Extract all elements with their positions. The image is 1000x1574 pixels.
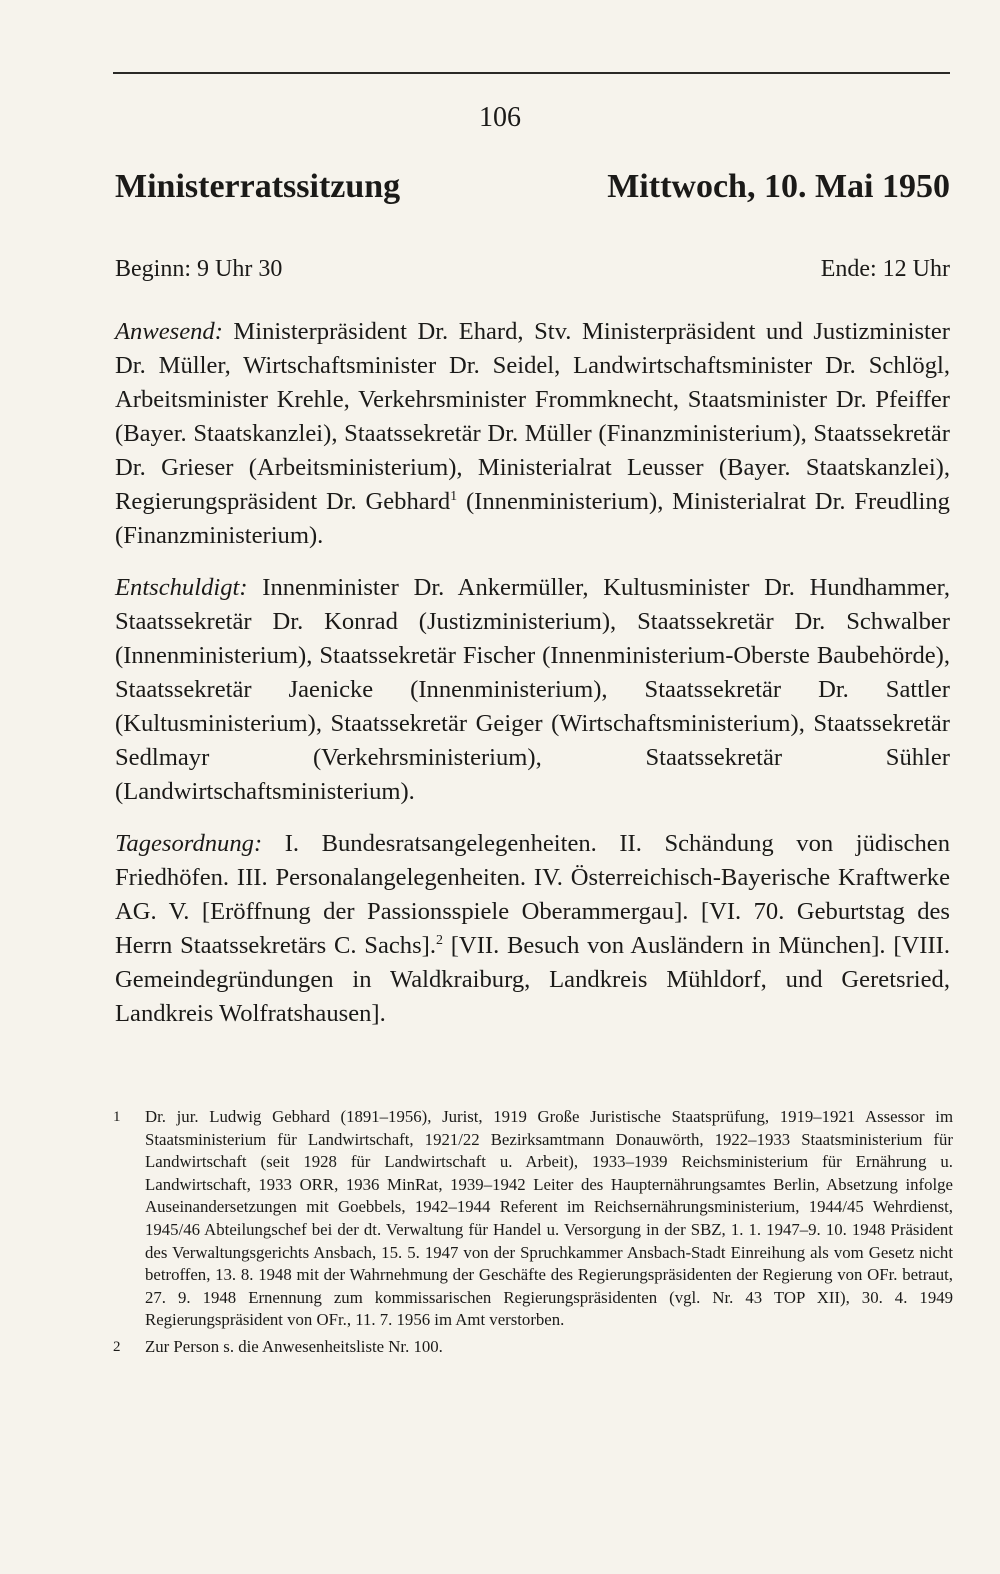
attendees-text-a: Ministerpräsident Dr. Ehard, Stv. Ministerpräsident und Justizminister Dr. Müller, Wirtschaftsminister Dr. Seidel, Landwirtschaftsminister Dr. Schlögl, Arbeitsminister Krehle, Verkehrsminister Frommknecht, Staatsminister Dr. Pfeiffer (Bayer. Staatskanzlei), Staatssekretär Dr. Müller (Finanzministerium), Staatssekretär Dr. Grieser (Arbeitsministerium), Ministerialrat Leusser (Bayer. Staatskanzlei), Regierungspräsident Dr. Gebhard bbox=[115, 318, 950, 515]
time-row bbox=[115, 256, 950, 283]
header-rule bbox=[113, 72, 950, 74]
footnote-number: 1 bbox=[113, 1109, 121, 1125]
begin-time: Beginn: 9 Uhr 30 bbox=[115, 256, 283, 282]
footnote-text: Dr. jur. Ludwig Gebhard (1891–1956), Jurist, 1919 Große Juristische Staatsprüfung, 1919–1921 Assessor im Staatsministerium für Landwirtschaft, 1921/22 Bezirksamtmann Donauwörth, 1922–1933 Staatsministerium für Landwirtschaft (seit 1928 für Landwirtschaft u. Arbeit), 1933–1939 Reichsministerium für Ernährung u. Landwirtschaft, 1933 ORR, 1936 MinRat, 1939–1942 Leiter des Hauptern​ährungsamtes Berlin, Absetzung infolge Auseinandersetzungen mit Goebbels, 1942–1944 Referent im Reichsernährungsministerium, 1944/45 Wehrdienst, 1945/46 Abteilungschef bei der dt. Verwaltung für Handel u. Versorgung in der SBZ, 1. 1. 1947–9. 10. 1948 Präsident des Verwaltungsgerichts Ansbach, 15. 5. 1947 von der Spruchkammer Ansbach-Stadt Einreihung als vom Gesetz nicht betroffen, 13. 8. 1948 mit der Wahrnehmung der Geschäfte des Regierungspräsidenten der Regierung von OFr. betraut, 27. 9. 1948 Ernennung zum kommissarischen Regierungspräsidenten (vgl. Nr. 43 TOP XII), 30. 4. 1949 Regierungspräsident von OFr., 11. 7. 1956 im Amt verstorben. bbox=[145, 1107, 953, 1330]
excused-paragraph bbox=[115, 571, 950, 809]
attendees-text-b: (Innenministerium), Ministerialrat Dr. Freudling (Finanzministerium). bbox=[115, 488, 950, 549]
excused-label: Entschuldigt: bbox=[115, 574, 248, 601]
agenda-label: Tagesordnung: bbox=[115, 830, 263, 857]
excused-text: Innenminister Dr. Ankermüller, Kultusminister Dr. Hundhammer, Staatssekretär Dr. Konrad (Justizministerium), Staatssekretär Dr. Schwalber (Innenministerium), Staatssekretär Fischer (Innenministerium-Oberste Baubehörde), Staatssekretär Jaenicke (Innenministerium), Staatssekretär Dr. Sattler (Kultusministerium), Staatssekretär Geiger (Wirtschaftsministerium), Staatssekretär Sedlmayr (Verkehrsministerium), Staatssekretär Sühler (Landwirtschaftsministerium). bbox=[115, 574, 950, 805]
title-row bbox=[115, 168, 950, 206]
session-title: Ministerratssitzung bbox=[115, 168, 401, 205]
page-number: 106 bbox=[479, 102, 521, 133]
footnote bbox=[113, 1336, 953, 1359]
footnotes bbox=[113, 1106, 953, 1363]
session-date: Mittwoch, 10. Mai 1950 bbox=[607, 168, 950, 205]
footnote bbox=[113, 1106, 953, 1332]
attendees-label: Anwesend: bbox=[115, 318, 223, 345]
document-body bbox=[115, 315, 950, 1049]
footnote-ref-2[interactable]: 2 bbox=[436, 932, 443, 948]
footnote-number: 2 bbox=[113, 1338, 121, 1355]
footnote-ref-1[interactable]: 1 bbox=[450, 488, 458, 504]
footnote-text: Zur Person s. die Anwesenheitsliste Nr. 100. bbox=[145, 1336, 443, 1356]
attendees-paragraph bbox=[115, 315, 950, 553]
agenda-text-b: [VII. Besuch von Ausländern in München]. [VIII. Gemeindegründungen in Waldkraiburg, Landkreis Mühldorf, und Geretsried, Landkreis Wolfratshausen]. bbox=[115, 932, 950, 1027]
agenda-text-a: I. Bundesratsangelegenheiten. II. Schändung von jüdischen Friedhöfen. III. Personalangelegenheiten. IV. Österreichisch-Bayerische Kraftwerke AG. V. [Eröffnung der Passionsspiele Oberammergau]. [VI. 70. Geburtstag des Herrn Staatssekretärs C. Sachs]. bbox=[115, 830, 950, 959]
end-time: Ende: 12 Uhr bbox=[820, 256, 950, 282]
agenda-paragraph bbox=[115, 827, 950, 1031]
